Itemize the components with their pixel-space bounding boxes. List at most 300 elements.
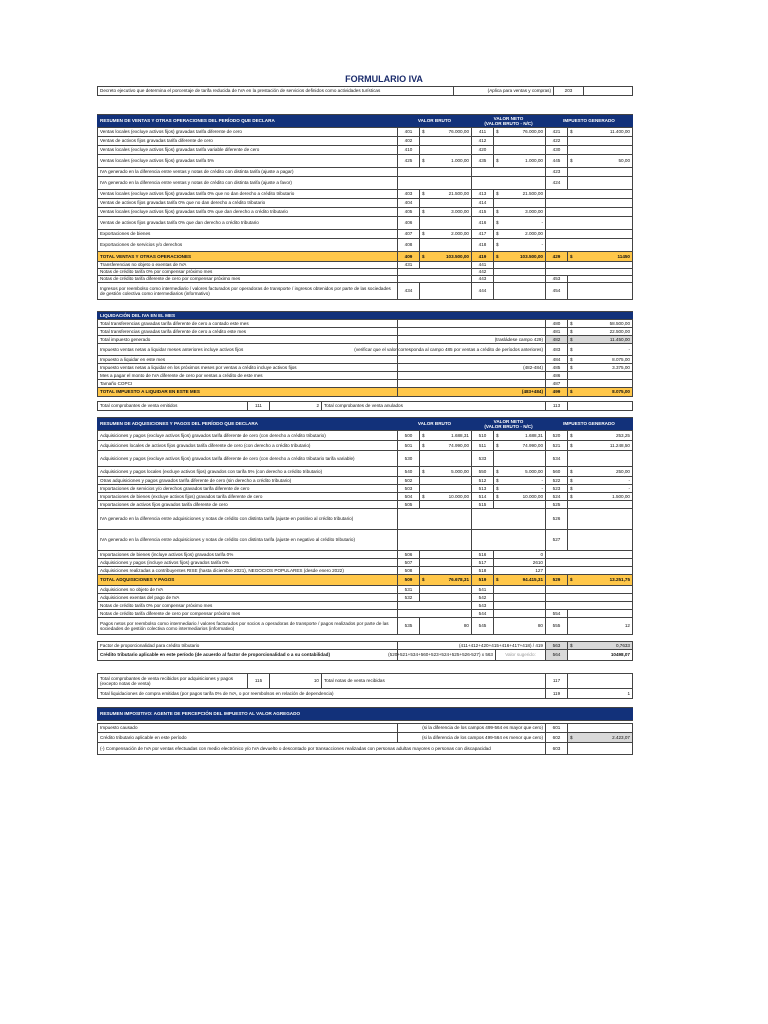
valor-neto-field[interactable]: 0 — [493, 551, 545, 558]
row-label: Ventas de activos fijos gravadas tarifa 0% que dan derecho a crédito tributario — [97, 217, 397, 229]
liquidacion-field[interactable] — [567, 344, 633, 355]
venta-row — [97, 137, 633, 146]
empty-impuesto — [545, 208, 633, 216]
valor-bruto-field[interactable] — [419, 575, 471, 585]
valor-neto-field[interactable] — [493, 485, 545, 492]
valor-bruto-field[interactable] — [419, 493, 471, 500]
liquidacion-row — [97, 320, 633, 328]
row-code: 486 — [545, 372, 567, 379]
empty-neto — [471, 168, 545, 176]
compra-row — [97, 451, 633, 467]
currency-sign: $ — [422, 432, 425, 438]
empty-bruto — [397, 610, 471, 617]
valor-bruto-field[interactable] — [419, 252, 471, 261]
impuesto-field[interactable] — [567, 485, 633, 492]
row-label: IVA generado en la diferencia entre ventas y notas de crédito con distinta tarifa (ajuste a favor) — [97, 177, 397, 189]
valor-bruto-field[interactable] — [419, 128, 471, 136]
code-neto: 512 — [471, 477, 493, 484]
row-label: TOTAL ADQUISICIONES Y PAGOS — [97, 575, 397, 585]
row-label: (-) Compensación de IVA por ventas efectuadas con medio electrónico y/o IVA devuelto o descontado por transacciones realizadas con personas adultas mayores o personas con discapacidad — [97, 743, 545, 754]
valor-neto-field[interactable] — [493, 239, 545, 251]
neto-subtitle: (VALOR BRUTO - N/C) — [484, 424, 533, 429]
liquidacion-row — [97, 336, 633, 344]
empty-bruto — [397, 177, 471, 189]
impuesto-field[interactable] — [567, 441, 633, 450]
valor-neto-field[interactable] — [493, 199, 545, 207]
valor-bruto-field[interactable] — [419, 485, 471, 492]
resumen-field[interactable] — [567, 724, 633, 732]
impuesto-field[interactable] — [567, 477, 633, 484]
row-label: Ingresos por reembolso como intermediario / valores facturados por operadoras de transporte / ingresos obtenidos por parte de las sociedades de gestión colectiva como intermediarios (informativo) — [97, 283, 397, 299]
code-bruto: 506 — [397, 551, 419, 558]
valor-neto-field[interactable] — [493, 276, 545, 282]
currency-sign: $ — [570, 642, 573, 648]
amount: 1.000,00 — [451, 158, 469, 164]
liquidacion-field[interactable] — [567, 320, 633, 327]
row-label: Adquisiciones realizadas a contribuyentes RISE (hasta diciembre 2021), NEGOCIOS POPULARES (desde enero 2022) — [97, 567, 397, 574]
valor-bruto-field[interactable] — [419, 501, 471, 508]
valor-neto-field[interactable] — [493, 146, 545, 154]
empty-impuesto — [545, 551, 633, 558]
liquidacion-field[interactable] — [567, 328, 633, 335]
impuesto-header: IMPUESTO GENERADO — [545, 418, 633, 430]
currency-sign: $ — [496, 129, 499, 135]
row-label: Crédito tributario aplicable en este período (de acuerdo al factor de proporcionalidad o a su contabilidad) — [97, 650, 397, 660]
amount: 10.000,00 — [448, 493, 469, 499]
currency-sign: $ — [570, 364, 573, 370]
valor-neto-field[interactable] — [493, 610, 545, 617]
valor-bruto-field[interactable] — [419, 477, 471, 484]
currency-sign: $ — [570, 129, 573, 135]
row-formula: (411+412+420+415+416+417+418) / 419 — [397, 642, 545, 649]
row-note: (482-484) — [397, 364, 545, 371]
currency-sign: $ — [496, 220, 499, 226]
impuesto-field[interactable] — [567, 168, 633, 176]
valor-neto-field[interactable] — [493, 137, 545, 145]
code-bruto: 509 — [397, 575, 419, 585]
impuesto-field[interactable] — [567, 575, 633, 585]
valor-neto-field[interactable]: 2610 — [493, 559, 545, 566]
amount: 253,25 — [615, 432, 630, 438]
row-code: 483 — [545, 344, 567, 355]
liquidacion-row — [97, 356, 633, 364]
row-label: Total transferencias gravadas tarifa diferente de cero a crédito este mes — [97, 328, 397, 335]
valor-neto-field[interactable] — [493, 269, 545, 275]
currency-sign: $ — [496, 442, 499, 448]
valor-bruto-field[interactable] — [419, 283, 471, 299]
currency-sign: $ — [570, 432, 573, 438]
currency-sign: $ — [496, 477, 499, 483]
factor-field[interactable] — [567, 642, 633, 649]
amount: 11450 — [617, 253, 630, 259]
valor-bruto-field[interactable] — [419, 441, 471, 450]
comprobantes-venta-field[interactable]: 2 — [269, 402, 321, 410]
amount: 1.500,00 — [612, 493, 630, 499]
venta-row — [97, 146, 633, 155]
currency-sign: $ — [422, 209, 425, 215]
currency-sign: $ — [570, 477, 573, 483]
currency-sign: $ — [570, 389, 573, 395]
code-bruto: 500 — [397, 431, 419, 440]
row-label: Adquisiciones y pagos (incluye activos fijos) gravados tarifa 0% — [97, 559, 397, 566]
row-label: Importaciones de servicios y/o derechos gravados tarifa diferente de cero — [97, 485, 397, 492]
code-bruto: 405 — [397, 208, 419, 216]
valor-neto-field[interactable] — [493, 208, 545, 216]
currency-sign: $ — [496, 577, 499, 583]
venta-extra-row — [97, 262, 633, 269]
valor-bruto-field[interactable] — [419, 586, 471, 593]
amount: 0,7633 — [615, 642, 630, 648]
liquidacion-total-field[interactable] — [567, 388, 633, 396]
empty-impuesto — [545, 594, 633, 601]
amount: 11.400,00 — [609, 129, 630, 135]
amount: 2.423,07 — [612, 734, 630, 740]
valor-neto-field[interactable] — [493, 283, 545, 299]
suggest-label: Valor sugerido: — [495, 650, 545, 660]
valor-neto-field[interactable] — [493, 190, 545, 198]
decree-text: Decreto ejecutivo que determina el porcentaje de tarifa reducida de IVA en la prestación de servicios definidos como actividades turísticas — [97, 87, 453, 95]
compra-row — [97, 485, 633, 493]
valor-bruto-field[interactable] — [419, 190, 471, 198]
currency-sign: $ — [496, 158, 499, 164]
valor-neto-field[interactable] — [493, 431, 545, 440]
impuesto-field[interactable] — [567, 501, 633, 508]
row-label: Mes a pagar el monto de IVA diferente de cero por ventas a crédito de este mes — [97, 372, 397, 379]
valor-bruto-field[interactable] — [419, 551, 471, 558]
valor-neto-field[interactable] — [493, 441, 545, 450]
resumen-row — [97, 733, 633, 743]
amount: 1.000,00 — [525, 158, 543, 164]
code-bruto: 431 — [397, 262, 419, 268]
currency-sign: $ — [422, 468, 425, 474]
form-title: FORMULARIO IVA — [345, 74, 423, 84]
code-neto: 515 — [471, 501, 493, 508]
impuesto-field[interactable] — [567, 146, 633, 154]
valor-neto-field[interactable]: 80 — [493, 618, 545, 634]
credito-row — [97, 650, 633, 661]
row-label: Ventas locales (excluye activos fijos) gravadas tarifa variable diferente de cero — [97, 146, 397, 154]
amount: 21.500,00 — [448, 191, 469, 197]
row-label: Total comprobantes de venta recibidos por adquisiciones y pagos (excepto notas de venta) — [97, 674, 247, 688]
liquidacion-field[interactable] — [567, 364, 633, 371]
code-impuesto: 429 — [545, 252, 567, 261]
compra-row — [97, 501, 633, 509]
row-label: Ventas locales (excluye activos fijos) gravadas tarifa diferente de cero — [97, 128, 397, 136]
comprobantes-compra-field[interactable]: 10 — [269, 674, 321, 688]
venta-row — [97, 230, 633, 239]
valor-bruto-field[interactable] — [419, 146, 471, 154]
code-bruto: 535 — [397, 618, 419, 634]
amount: 76.000,00 — [522, 129, 543, 135]
venta-row — [97, 177, 633, 190]
code-impuesto: 555 — [545, 618, 567, 634]
row-label: Notas de crédito tarifa diferente de cero por compensar próximo mes — [97, 276, 397, 282]
currency-sign: $ — [570, 493, 573, 499]
row-note: (verificar que el valor corresponda al campo 485 por ventas a crédito de períodos anteriores) — [397, 344, 545, 355]
empty-neto — [471, 177, 545, 189]
amount: 8.075,00 — [612, 356, 630, 362]
valor-bruto-header: VALOR BRUTO — [397, 418, 471, 430]
valor-neto-field[interactable] — [493, 602, 545, 609]
currency-sign: $ — [570, 485, 573, 491]
code-bruto: 502 — [397, 477, 419, 484]
valor-bruto-field[interactable] — [419, 239, 471, 251]
valor-bruto-field[interactable] — [419, 467, 471, 476]
row-label: IVA generado en la diferencia entre ventas y notas de crédito con distinta tarifa (ajuste a pagar) — [97, 168, 397, 176]
valor-bruto-field[interactable] — [419, 451, 471, 466]
valor-neto-field[interactable]: 127 — [493, 567, 545, 574]
empty-bruto — [397, 168, 471, 176]
liquidacion-field[interactable] — [567, 380, 633, 387]
venta-row — [97, 217, 633, 230]
empty-impuesto — [545, 567, 633, 574]
code-bruto: 530 — [397, 451, 419, 466]
code-neto: 413 — [471, 190, 493, 198]
row-note: (trasládese campo 429) — [397, 336, 545, 343]
currency-sign: $ — [570, 346, 573, 352]
amount: - — [541, 485, 543, 491]
valor-neto-field[interactable] — [493, 451, 545, 466]
code-neto: 441 — [471, 262, 493, 268]
impuesto-field[interactable] — [567, 610, 633, 617]
amount: 13.251,75 — [609, 577, 630, 583]
row-label: Adquisiciones exentas del pago de IVA — [97, 594, 397, 601]
impuesto-field[interactable] — [567, 451, 633, 466]
impuesto-field[interactable] — [567, 128, 633, 136]
currency-sign: $ — [422, 129, 425, 135]
valor-neto-field[interactable] — [493, 155, 545, 167]
currency-sign: $ — [570, 253, 573, 259]
amount: 3.000,00 — [451, 209, 469, 215]
impuesto-field[interactable] — [567, 509, 633, 529]
code-bruto: 504 — [397, 493, 419, 500]
valor-neto-field[interactable] — [493, 594, 545, 601]
empty-impuesto — [545, 262, 633, 268]
impuesto-field[interactable] — [567, 431, 633, 440]
empty-impuesto — [545, 559, 633, 566]
row-label: Pagos netos por reembolso como intermediario / valores facturados por socios a operadoras de transporte / pagos realizados por parte de las sociedades de gestión colectiva como intermediarios (informativo) — [97, 618, 397, 634]
currency-sign: $ — [496, 493, 499, 499]
row-code-2: 113 — [545, 402, 567, 410]
valor-bruto-field[interactable] — [419, 431, 471, 440]
impuesto-field[interactable] — [567, 276, 633, 282]
currency-sign: $ — [422, 493, 425, 499]
venta-extra-row — [97, 276, 633, 283]
impuesto-field[interactable] — [567, 252, 633, 261]
code-impuesto: 445 — [545, 155, 567, 167]
liquidaciones-compra-row — [97, 689, 633, 699]
valor-bruto-field[interactable] — [419, 230, 471, 238]
comprobantes-compra-row — [97, 673, 633, 689]
code-neto: 418 — [471, 239, 493, 251]
liquidacion-row — [97, 328, 633, 336]
row-note — [397, 328, 545, 335]
code-neto: 419 — [471, 252, 493, 261]
amount: - — [541, 477, 543, 483]
compra-tarifa0-row — [97, 559, 633, 567]
code-bruto: 409 — [397, 252, 419, 261]
currency-sign: $ — [496, 468, 499, 474]
currency-sign: $ — [570, 320, 573, 326]
amount: 3.000,00 — [525, 209, 543, 215]
valor-bruto-field[interactable] — [419, 559, 471, 566]
row-note: (si la diferencia de los campos 499-564 es menor que cero) — [397, 733, 545, 742]
impuesto-field[interactable]: 12 — [567, 618, 633, 634]
compra-row — [97, 477, 633, 485]
amount: 10.000,00 — [522, 493, 543, 499]
liquidacion-field[interactable] — [567, 372, 633, 379]
row-note — [397, 320, 545, 327]
row-label: Ventas locales (excluye activos fijos) gravadas tarifa 0% que dan derecho a crédito tributario — [97, 208, 397, 216]
code-impuesto: 422 — [545, 137, 567, 145]
compra-extra-row — [97, 586, 633, 594]
currency-sign: $ — [570, 328, 573, 334]
code-neto: 519 — [471, 575, 493, 585]
comprobantes-venta-row — [97, 401, 633, 411]
code-neto: 545 — [471, 618, 493, 634]
code-impuesto: 526 — [545, 509, 567, 529]
row-note: (483+484) — [397, 388, 545, 396]
liquidacion-row — [97, 372, 633, 380]
impuesto-field[interactable] — [567, 493, 633, 500]
amount: 58.500,00 — [609, 320, 630, 326]
row-label: Ventas locales (excluye activos fijos) gravadas tarifa 5% — [97, 155, 397, 167]
impuesto-field[interactable] — [567, 467, 633, 476]
code-impuesto: 527 — [545, 530, 567, 550]
liquidaciones-compra-field[interactable]: 1 — [567, 689, 633, 698]
resumen-field[interactable] — [567, 733, 633, 742]
code-impuesto: 430 — [545, 146, 567, 154]
row-label: Total comprobantes de venta emitidos — [97, 402, 247, 410]
credito-field[interactable]: 10498,07 — [567, 650, 633, 660]
row-code: 484 — [545, 356, 567, 363]
row-code: 115 — [247, 674, 269, 688]
impuesto-field[interactable] — [567, 283, 633, 299]
liquidacion-field[interactable] — [567, 336, 633, 343]
valor-neto-field[interactable] — [493, 501, 545, 508]
valor-neto-field[interactable] — [493, 262, 545, 268]
valor-neto-field[interactable] — [493, 467, 545, 476]
row-note — [397, 372, 545, 379]
valor-neto-field[interactable] — [493, 586, 545, 593]
row-label: Exportaciones de bienes — [97, 230, 397, 238]
amount: 250,00 — [615, 468, 630, 474]
code-bruto: 407 — [397, 230, 419, 238]
liquidacion-field[interactable] — [567, 356, 633, 363]
impuesto-field[interactable] — [567, 137, 633, 145]
compras-header — [97, 417, 633, 431]
amount: 21.500,00 — [522, 191, 543, 197]
code-neto: 542 — [471, 594, 493, 601]
decree-note: (Aplica para ventas y compras) — [453, 87, 553, 95]
valor-bruto-field[interactable] — [419, 594, 471, 601]
amount: 103.500,00 — [520, 253, 543, 259]
valor-neto-field[interactable] — [493, 230, 545, 238]
impuesto-header: IMPUESTO GENERADO — [545, 115, 633, 127]
code-neto: 415 — [471, 208, 493, 216]
amount: 3.375,00 — [612, 364, 630, 370]
valor-bruto-field[interactable] — [419, 262, 471, 268]
row-label: Adquisiciones y pagos (excluye activos fijos) gravados tarifa diferente de cero (con derecho a crédito tributario tarifa variable) — [97, 451, 397, 466]
compra-ajuste-row — [97, 530, 633, 551]
compra-tarifa0-row — [97, 567, 633, 575]
venta-extra-row — [97, 283, 633, 300]
row-label: Adquisiciones locales de activos fijos gravados tarifa diferente de cero (con derecho a crédito tributario) — [97, 441, 397, 450]
amount: 5.000,00 — [451, 468, 469, 474]
row-label: Transferencias no objeto o exentas de IVA — [97, 262, 397, 268]
amount: - — [628, 485, 630, 491]
impuesto-field[interactable] — [567, 155, 633, 167]
row-label: Adquisiciones no objeto de IVA — [97, 586, 397, 593]
row-label: Importaciones de bienes (excluye activos fijos) gravados tarifa diferente de cero — [97, 493, 397, 500]
code-impuesto: 424 — [545, 177, 567, 189]
compra-row — [97, 441, 633, 451]
valor-neto-field[interactable] — [493, 128, 545, 136]
valor-bruto-field[interactable] — [419, 199, 471, 207]
code-neto: 442 — [471, 269, 493, 275]
valor-neto-field[interactable] — [493, 575, 545, 585]
code-impuesto: 421 — [545, 128, 567, 136]
notas-venta-field[interactable] — [567, 674, 633, 688]
valor-bruto-field[interactable] — [419, 217, 471, 229]
valor-neto-field[interactable] — [493, 493, 545, 500]
valor-neto-field[interactable] — [493, 477, 545, 484]
row-label: Ventas locales (excluye activos fijos) gravadas tarifa 0% que no dan derecho a crédito tributario — [97, 190, 397, 198]
amount: 8.075,00 — [612, 389, 630, 395]
valor-neto-field[interactable] — [493, 217, 545, 229]
code-bruto: 404 — [397, 199, 419, 207]
comprobantes-anulados-field[interactable] — [567, 402, 633, 410]
section-title: RESUMEN IMPOSITIVO: AGENTE DE PERCEPCIÓN DEL IMPUESTO AL VALOR AGREGADO — [97, 708, 633, 720]
impuesto-field[interactable] — [567, 177, 633, 189]
impuesto-field[interactable] — [567, 530, 633, 550]
resumen-field[interactable] — [567, 743, 633, 754]
valor-bruto-field[interactable]: 80 — [419, 618, 471, 634]
code-neto: 517 — [471, 559, 493, 566]
empty-bruto — [397, 509, 471, 529]
code-bruto: 408 — [397, 239, 419, 251]
valor-bruto-field[interactable] — [419, 567, 471, 574]
decree-input[interactable] — [583, 87, 633, 95]
valor-bruto-field[interactable] — [419, 208, 471, 216]
code-neto: 510 — [471, 431, 493, 440]
code-neto: 516 — [471, 551, 493, 558]
row-code: 482 — [545, 336, 567, 343]
code-neto: 444 — [471, 283, 493, 299]
empty-impuesto — [545, 602, 633, 609]
code-impuesto: 454 — [545, 283, 567, 299]
row-formula: (520+521+534+560+523+524+525+526-527) x 563 — [397, 650, 495, 660]
liquidacion-total-row — [97, 388, 633, 397]
compra-row — [97, 467, 633, 477]
code-impuesto: 524 — [545, 493, 567, 500]
row-label-2: Total notas de venta recibidas — [321, 674, 545, 688]
currency-sign: $ — [422, 231, 425, 237]
empty-impuesto — [545, 586, 633, 593]
empty-bruto — [397, 269, 471, 275]
amount: 103.500,00 — [446, 253, 469, 259]
valor-bruto-field[interactable] — [419, 155, 471, 167]
valor-neto-field[interactable] — [493, 252, 545, 261]
valor-bruto-field[interactable] — [419, 137, 471, 145]
row-code: 499 — [545, 388, 567, 396]
amount: 11.248,50 — [609, 442, 630, 448]
code-bruto: 434 — [397, 283, 419, 299]
row-label: Ventas de activos fijos gravadas tarifa diferente de cero — [97, 137, 397, 145]
decree-row — [97, 86, 633, 96]
row-label: TOTAL IMPUESTO A LIQUIDAR EN ESTE MES — [97, 388, 397, 396]
decree-code: 203 — [553, 87, 583, 95]
